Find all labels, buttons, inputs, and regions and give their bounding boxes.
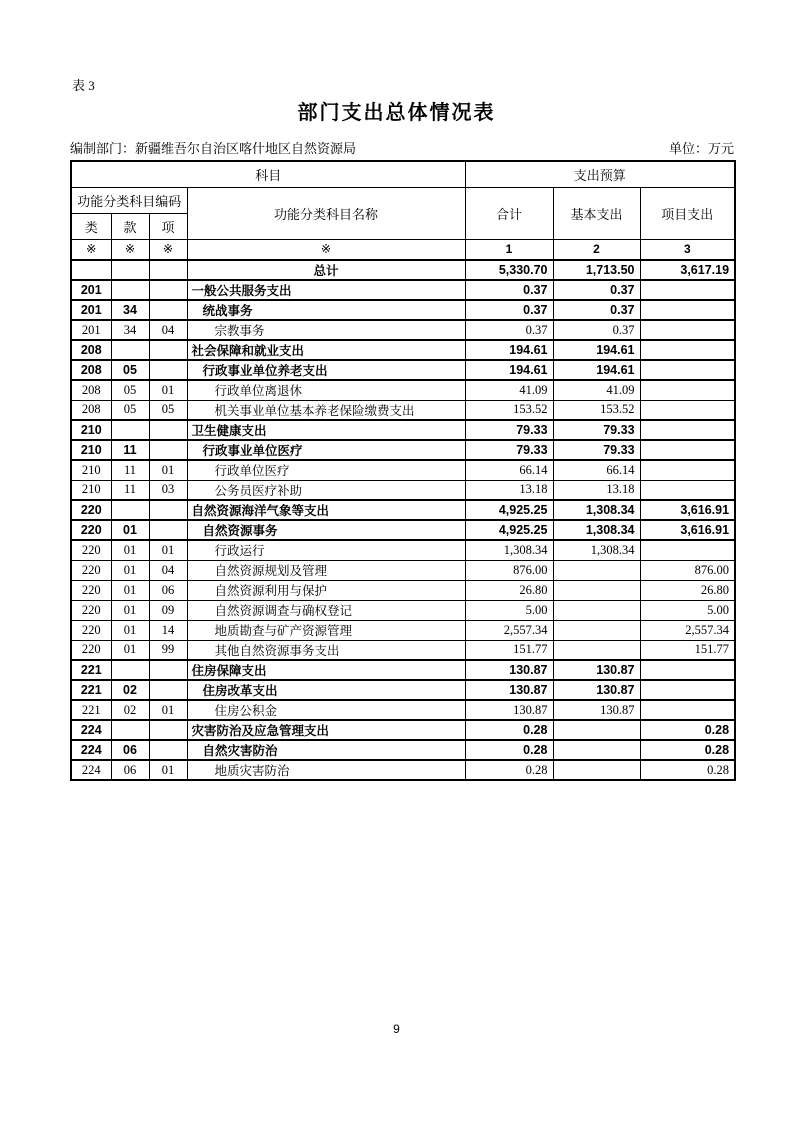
table-cell: 201 (71, 300, 111, 320)
table-row (71, 300, 735, 320)
table-cell: 05 (111, 380, 149, 400)
table-cell (640, 700, 735, 720)
table-cell: 01 (149, 460, 187, 480)
table-cell: 99 (149, 640, 187, 660)
table-cell: 0.37 (553, 320, 640, 340)
table-cell: 其他自然资源事务支出 (187, 640, 465, 660)
table-cell: 221 (71, 660, 111, 680)
table-row (71, 620, 735, 640)
table-cell: 3,616.91 (640, 500, 735, 520)
table-row (71, 680, 735, 700)
table-cell (111, 720, 149, 740)
table-cell: 0.37 (553, 300, 640, 320)
table-cell: 224 (71, 760, 111, 780)
table-cell: 5,330.70 (465, 260, 553, 280)
table-cell: 208 (71, 400, 111, 420)
table-cell: 1,713.50 (553, 260, 640, 280)
table-cell: 行政运行 (187, 540, 465, 560)
table-cell: 210 (71, 480, 111, 500)
table-cell (553, 620, 640, 640)
table-row (71, 600, 735, 620)
table-cell: 11 (111, 480, 149, 500)
table-cell: 01 (111, 640, 149, 660)
header-section-column: 款 (111, 213, 149, 239)
table-cell: 220 (71, 640, 111, 660)
table-cell (111, 660, 149, 680)
table-cell: 总计 (187, 260, 465, 280)
table-cell: 41.09 (465, 380, 553, 400)
table-cell: 130.87 (553, 680, 640, 700)
table-cell: 194.61 (465, 360, 553, 380)
header-row-groups (71, 161, 735, 187)
table-cell (640, 380, 735, 400)
table-cell: 2,557.34 (465, 620, 553, 640)
table-cell: 自然资源海洋气象等支出 (187, 500, 465, 520)
table-cell: 208 (71, 360, 111, 380)
table-cell: 0.28 (640, 740, 735, 760)
table-cell: 79.33 (553, 440, 640, 460)
header-budget: 支出预算 (465, 161, 735, 187)
table-cell: 住房保障支出 (187, 660, 465, 680)
table-cell: 0.28 (465, 760, 553, 780)
table-cell: 05 (149, 400, 187, 420)
table-cell: 210 (71, 440, 111, 460)
table-cell: 66.14 (553, 460, 640, 480)
table-cell: 194.61 (553, 340, 640, 360)
table-cell: 876.00 (640, 560, 735, 580)
table-cell (640, 440, 735, 460)
header-project-column: 项目支出 (640, 187, 735, 239)
table-cell: 220 (71, 500, 111, 520)
prepared-by-text: 编制部门：新疆维吾尔自治区喀什地区自然资源局 (70, 141, 357, 156)
table-cell: 1,308.34 (465, 540, 553, 560)
table-cell: 0.37 (465, 300, 553, 320)
table-cell: 04 (149, 320, 187, 340)
table-cell: 26.80 (465, 580, 553, 600)
table-cell: 社会保障和就业支出 (187, 340, 465, 360)
table-cell: 09 (149, 600, 187, 620)
expenditure-table (70, 160, 736, 781)
table-cell: 0.28 (465, 720, 553, 740)
table-cell: 02 (111, 680, 149, 700)
table-cell: 14 (149, 620, 187, 640)
table-cell: 194.61 (553, 360, 640, 380)
table-cell (553, 740, 640, 760)
table-cell (640, 680, 735, 700)
table-cell (640, 460, 735, 480)
table-cell: 4,925.25 (465, 520, 553, 540)
table-cell: 住房公积金 (187, 700, 465, 720)
table-cell: 01 (111, 560, 149, 580)
table-cell (149, 520, 187, 540)
table-cell: 地质勘查与矿产资源管理 (187, 620, 465, 640)
table-cell: 01 (111, 620, 149, 640)
table-cell: 201 (71, 320, 111, 340)
table-cell (640, 340, 735, 360)
table-cell: 151.77 (465, 640, 553, 660)
table-cell: 208 (71, 380, 111, 400)
table-cell: 01 (111, 600, 149, 620)
table-cell: 0.28 (640, 720, 735, 740)
table-cell: 3,616.91 (640, 520, 735, 540)
table-row (71, 720, 735, 740)
table-cell (111, 260, 149, 280)
marks-row (71, 239, 735, 260)
table-cell: 130.87 (553, 700, 640, 720)
marks-basic: 2 (553, 239, 640, 260)
header-code-group: 功能分类科目编码 (71, 187, 187, 213)
table-cell: 1,308.34 (553, 540, 640, 560)
table-row (71, 480, 735, 500)
table-cell: 05 (111, 360, 149, 380)
table-row (71, 460, 735, 480)
table-cell: 行政单位离退休 (187, 380, 465, 400)
marks-class: ※ (71, 239, 111, 260)
table-cell: 876.00 (465, 560, 553, 580)
table-cell: 1,308.34 (553, 520, 640, 540)
table-cell: 208 (71, 340, 111, 360)
table-row (71, 560, 735, 580)
table-cell (149, 680, 187, 700)
table-cell: 公务员医疗补助 (187, 480, 465, 500)
table-row (71, 640, 735, 660)
table-cell: 66.14 (465, 460, 553, 480)
table-cell (640, 480, 735, 500)
table-row (71, 500, 735, 520)
table-row (71, 400, 735, 420)
table-cell: 3,617.19 (640, 260, 735, 280)
table-cell (149, 500, 187, 520)
table-cell: 41.09 (553, 380, 640, 400)
table-cell (149, 260, 187, 280)
table-cell (149, 720, 187, 740)
table-cell: 34 (111, 300, 149, 320)
table-cell: 宗教事务 (187, 320, 465, 340)
table-row (71, 700, 735, 720)
table-cell: 130.87 (465, 700, 553, 720)
table-cell: 04 (149, 560, 187, 580)
table-meta-line (70, 138, 734, 157)
table-cell: 01 (111, 540, 149, 560)
table-cell (640, 320, 735, 340)
page-title: 部门支出总体情况表 (297, 102, 496, 124)
table-cell: 153.52 (465, 400, 553, 420)
table-cell: 210 (71, 460, 111, 480)
table-cell (553, 640, 640, 660)
table-cell (149, 280, 187, 300)
table-cell (640, 400, 735, 420)
table-cell: 220 (71, 560, 111, 580)
table-cell: 行政单位医疗 (187, 460, 465, 480)
table-cell: 自然资源调查与确权登记 (187, 600, 465, 620)
table-cell: 05 (111, 400, 149, 420)
page-number: 9 (393, 1022, 400, 1036)
header-name-column: 功能分类科目名称 (187, 187, 465, 239)
table-cell: 灾害防治及应急管理支出 (187, 720, 465, 740)
table-cell: 221 (71, 680, 111, 700)
table-cell: 11 (111, 440, 149, 460)
table-cell: 01 (149, 700, 187, 720)
table-cell: 机关事业单位基本养老保险缴费支出 (187, 400, 465, 420)
table-cell: 0.37 (553, 280, 640, 300)
table-cell: 一般公共服务支出 (187, 280, 465, 300)
table-head-section (71, 161, 735, 260)
table-cell (553, 760, 640, 780)
table-cell (640, 540, 735, 560)
table-cell (149, 340, 187, 360)
table-cell: 224 (71, 740, 111, 760)
table-cell (553, 600, 640, 620)
table-cell: 01 (111, 580, 149, 600)
table-cell: 153.52 (553, 400, 640, 420)
table-cell: 220 (71, 580, 111, 600)
table-cell: 自然资源利用与保护 (187, 580, 465, 600)
header-item-column: 项 (149, 213, 187, 239)
table-cell: 210 (71, 420, 111, 440)
table-cell: 03 (149, 480, 187, 500)
table-cell: 行政事业单位养老支出 (187, 360, 465, 380)
table-cell: 统战事务 (187, 300, 465, 320)
table-cell: 自然资源规划及管理 (187, 560, 465, 580)
table-cell: 13.18 (553, 480, 640, 500)
table-cell: 01 (149, 540, 187, 560)
table-cell (111, 500, 149, 520)
table-row (71, 260, 735, 280)
table-row (71, 740, 735, 760)
table-cell: 5.00 (640, 600, 735, 620)
table-cell: 13.18 (465, 480, 553, 500)
table-cell (71, 260, 111, 280)
marks-item: ※ (149, 239, 187, 260)
marks-section: ※ (111, 239, 149, 260)
table-cell (553, 580, 640, 600)
table-row (71, 440, 735, 460)
table-cell: 151.77 (640, 640, 735, 660)
table-cell (640, 360, 735, 380)
marks-total: 1 (465, 239, 553, 260)
table-cell (640, 300, 735, 320)
table-cell (149, 660, 187, 680)
table-cell: 住房改革支出 (187, 680, 465, 700)
table-cell: 26.80 (640, 580, 735, 600)
table-cell: 224 (71, 720, 111, 740)
table-cell: 79.33 (553, 420, 640, 440)
table-cell: 220 (71, 540, 111, 560)
table-cell: 0.28 (640, 760, 735, 780)
table-cell: 01 (111, 520, 149, 540)
marks-name: ※ (187, 239, 465, 260)
table-cell: 4,925.25 (465, 500, 553, 520)
table-cell: 201 (71, 280, 111, 300)
table-cell: 130.87 (465, 660, 553, 680)
table-row (71, 320, 735, 340)
table-cell (640, 420, 735, 440)
header-basic-column: 基本支出 (553, 187, 640, 239)
table-row (71, 360, 735, 380)
table-cell: 06 (111, 760, 149, 780)
table-cell: 行政事业单位医疗 (187, 440, 465, 460)
table-row (71, 420, 735, 440)
header-total-column: 合计 (465, 187, 553, 239)
table-cell (111, 340, 149, 360)
table-cell (149, 420, 187, 440)
table-body (71, 260, 735, 780)
table-cell: 02 (111, 700, 149, 720)
table-cell: 130.87 (553, 660, 640, 680)
table-row (71, 660, 735, 680)
header-row-columns (71, 187, 735, 213)
table-cell: 220 (71, 600, 111, 620)
table-cell: 卫生健康支出 (187, 420, 465, 440)
unit-text: 单位：万元 (668, 141, 734, 156)
table-cell (111, 420, 149, 440)
table-cell: 220 (71, 520, 111, 540)
table-cell: 01 (149, 760, 187, 780)
table-cell (640, 280, 735, 300)
marks-project: 3 (640, 239, 735, 260)
table-row (71, 580, 735, 600)
table-cell: 79.33 (465, 420, 553, 440)
table-cell: 194.61 (465, 340, 553, 360)
table-cell (149, 440, 187, 460)
table-cell: 11 (111, 460, 149, 480)
table-cell (553, 560, 640, 580)
table-cell: 0.37 (465, 280, 553, 300)
table-cell (553, 720, 640, 740)
table-cell: 06 (111, 740, 149, 760)
table-cell: 221 (71, 700, 111, 720)
table-cell: 自然资源事务 (187, 520, 465, 540)
table-row (71, 340, 735, 360)
table-cell (149, 300, 187, 320)
table-cell: 自然灾害防治 (187, 740, 465, 760)
table-cell: 地质灾害防治 (187, 760, 465, 780)
table-cell (640, 660, 735, 680)
table-cell: 06 (149, 580, 187, 600)
table-cell: 0.28 (465, 740, 553, 760)
header-class-column: 类 (71, 213, 111, 239)
table-cell: 0.37 (465, 320, 553, 340)
table-cell (149, 360, 187, 380)
table-cell (111, 280, 149, 300)
table-row (71, 540, 735, 560)
table-cell: 220 (71, 620, 111, 640)
table-cell: 5.00 (465, 600, 553, 620)
table-cell: 2,557.34 (640, 620, 735, 640)
table-cell: 34 (111, 320, 149, 340)
table-cell (149, 740, 187, 760)
table-cell: 01 (149, 380, 187, 400)
table-row (71, 380, 735, 400)
table-cell: 130.87 (465, 680, 553, 700)
table-cell: 79.33 (465, 440, 553, 460)
table-row (71, 520, 735, 540)
table-row (71, 280, 735, 300)
header-subject: 科目 (71, 161, 465, 187)
table-row (71, 760, 735, 780)
table-number-label: 表 3 (72, 78, 95, 93)
table-cell: 1,308.34 (553, 500, 640, 520)
